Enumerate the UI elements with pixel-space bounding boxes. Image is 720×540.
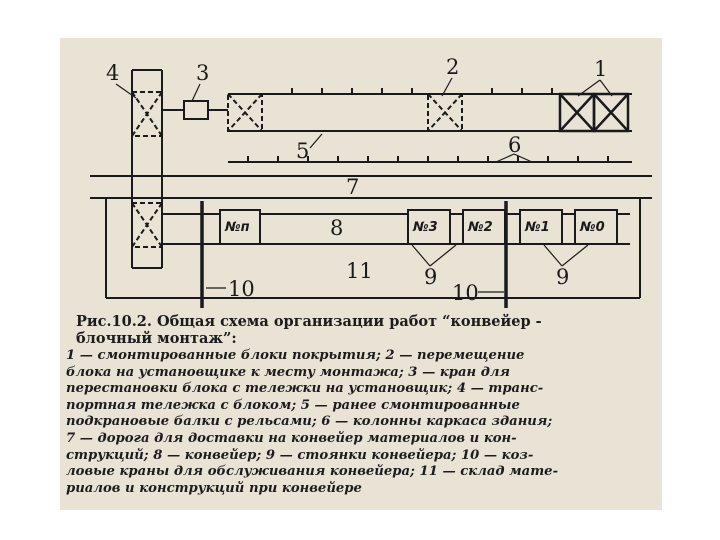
legend-line: портная тележка с блоком; 5 — ранее смонтированные	[66, 397, 520, 413]
label-11: 11	[346, 259, 373, 283]
label-10-right: 10	[452, 281, 479, 305]
legend-line: блока на установщике к месту монтажа; 3 — кран для	[66, 364, 511, 380]
station-1-label: №1	[525, 220, 550, 235]
label-5: 5	[296, 139, 310, 163]
label-1: 1	[594, 57, 608, 81]
label-10-left: 10	[228, 277, 255, 301]
label-8: 8	[330, 216, 344, 240]
work-organization-diagram	[60, 38, 662, 310]
label-4: 4	[106, 61, 120, 85]
caption-title	[76, 313, 658, 347]
station-0-label: №0	[580, 220, 605, 235]
legend-line: 1 — смонтированные блоки покрытия; 2 — перемещение	[66, 348, 525, 363]
station-3-label: №3	[413, 220, 438, 235]
legend-line: перестановки блока с тележки на установщик; 4 — транс-	[66, 381, 544, 397]
crane-3	[184, 101, 208, 119]
scanned-page	[60, 38, 662, 510]
legend-line: риалов и конструкций при конвейере	[66, 480, 362, 496]
label-9-left: 9	[424, 265, 438, 289]
label-2: 2	[446, 55, 460, 79]
legend-line: 7 — дорога для доставки на конвейер материалов и кон-	[66, 430, 517, 446]
legend-line: подкрановые балки с рельсами; 6 — колонны каркаса здания;	[66, 414, 553, 430]
label-6: 6	[508, 133, 522, 157]
legend-line: ловые краны для обслуживания конвейера; 11 — склад мате-	[66, 464, 559, 480]
caption-title-line: Рис.10.2. Общая схема организации работ “конвейер -	[76, 313, 542, 330]
caption-title-line: блочный монтаж”:	[76, 330, 237, 347]
station-n-label: №п	[225, 220, 250, 235]
figure-caption	[66, 313, 658, 497]
legend-line: струкций; 8 — конвейер; 9 — стоянки конвейера; 10 — коз-	[66, 447, 534, 463]
label-7: 7	[346, 175, 360, 199]
station-2-label: №2	[468, 220, 493, 235]
label-3: 3	[196, 61, 210, 85]
label-9-right: 9	[556, 265, 570, 289]
caption-legend	[66, 348, 658, 497]
